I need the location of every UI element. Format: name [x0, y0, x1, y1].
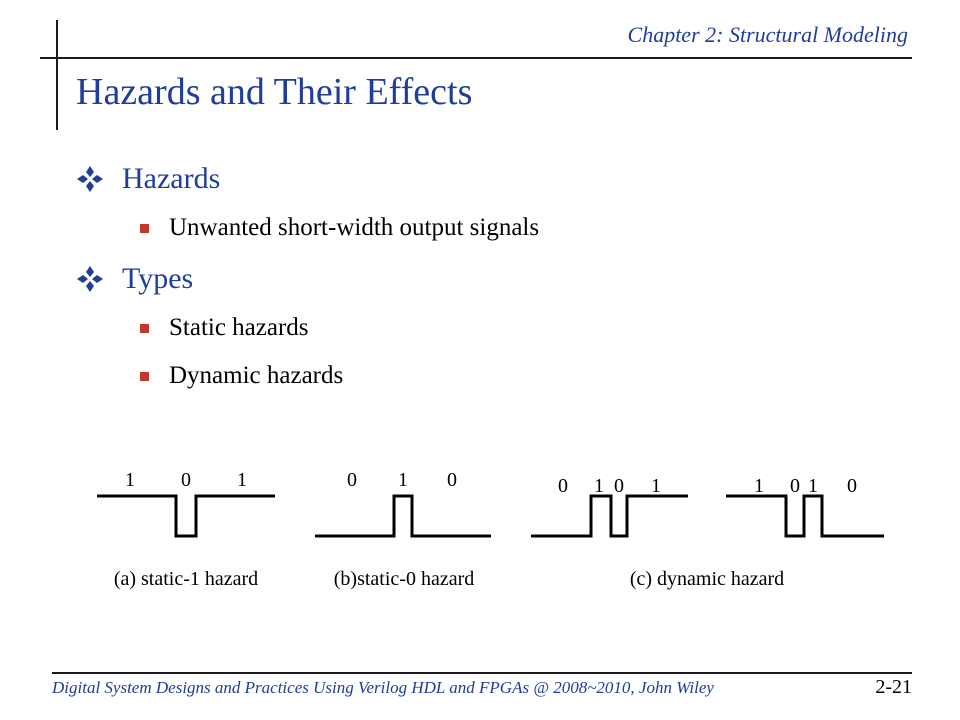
level-label: 1	[651, 475, 661, 497]
sub-bullet	[140, 214, 539, 242]
square-bullet-icon	[140, 324, 149, 333]
hazard-waveform-figure	[0, 455, 960, 615]
level-label: 0	[347, 469, 357, 491]
bullet-types	[76, 262, 193, 296]
chapter-label: Chapter 2: Structural Modeling	[627, 22, 908, 47]
level-label: 1	[808, 475, 818, 497]
figure-caption: (a) static-1 hazard	[113, 568, 259, 590]
bullet-label: Types	[122, 262, 194, 295]
level-label: 0	[558, 475, 568, 497]
diamond-bullet-icon	[76, 165, 104, 193]
level-label: 1	[125, 469, 135, 491]
waveform-dynamic-1010	[726, 496, 884, 536]
figure-caption: (c) dynamic hazard	[629, 568, 785, 590]
diamond-bullet-icon	[76, 265, 104, 293]
level-label: 0	[614, 475, 624, 497]
figure-caption: (b)static-0 hazard	[333, 568, 475, 590]
slide-title: Hazards and Their Effects	[76, 71, 473, 113]
waveform-static-1	[97, 496, 275, 536]
footer-rule	[52, 672, 912, 674]
level-label: 0	[847, 475, 857, 497]
level-label: 1	[594, 475, 604, 497]
waveform-dynamic-0101	[531, 496, 688, 536]
level-label: 0	[447, 469, 457, 491]
square-bullet-icon	[140, 372, 149, 381]
sub-bullet-label: Unwanted short-width output signals	[169, 214, 540, 241]
level-label: 0	[181, 469, 191, 491]
bullet-hazards	[76, 162, 220, 196]
page-number: 2-21	[875, 676, 912, 698]
level-label: 1	[237, 469, 247, 491]
sub-bullet	[140, 362, 343, 390]
level-label: 1	[398, 469, 408, 491]
level-label: 0	[790, 475, 800, 497]
sub-bullet	[140, 314, 309, 342]
sub-bullet-label: Dynamic hazards	[169, 362, 344, 389]
footer-text: Digital System Designs and Practices Using Verilog HDL and FPGAs @ 2008~2010, John Wiley	[52, 678, 714, 697]
waveform-static-0	[315, 496, 491, 536]
sub-bullet-label: Static hazards	[169, 314, 309, 341]
bullet-label: Hazards	[122, 162, 221, 195]
header-vertical-rule	[56, 20, 58, 130]
square-bullet-icon	[140, 224, 149, 233]
header-horizontal-rule	[40, 57, 912, 59]
level-label: 1	[754, 475, 764, 497]
